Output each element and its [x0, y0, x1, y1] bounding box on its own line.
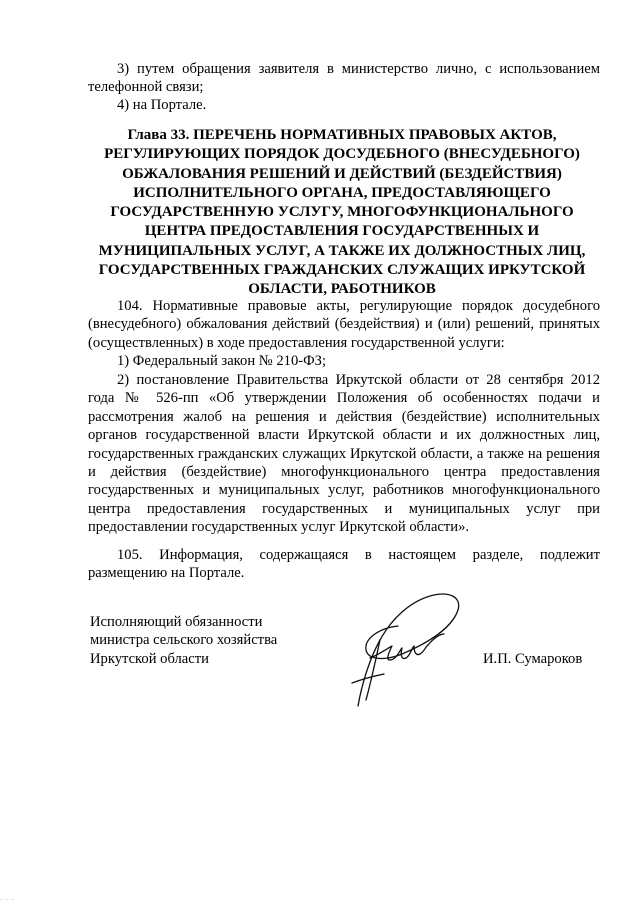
- section-105-text: 105. Информация, содержащаяся в настоящем разделе, подлежит размещению на Портале.: [88, 547, 600, 582]
- signatory-line-1: Исполняющий обязанности: [90, 614, 263, 630]
- scan-edge-mark: _ _ _: [0, 896, 15, 901]
- signatory-line-2: министра сельского хозяйства: [90, 632, 278, 649]
- section-104-intro: 104. Нормативные правовые акты, регулирующие порядок досудебного (внесудебного) обжалования действий (бездействия) и (или) решений, принятых (осуществленных) в ходе предоставления государственной услуги:: [88, 298, 600, 351]
- signatory-name: И.П. Сумароков: [483, 651, 583, 667]
- signatory-title: [90, 613, 277, 668]
- chapter-title: Глава 33. ПЕРЕЧЕНЬ НОРМАТИВНЫХ ПРАВОВЫХ АКТОВ, РЕГУЛИРУЮЩИХ ПОРЯДОК ДОСУДЕБНОГО (ВНЕСУДЕБНОГО) ОБЖАЛОВАНИЯ РЕШЕНИЙ И ДЕЙСТВИЙ (БЕЗДЕЙСТВИЯ) ИСПОЛНИТЕЛЬНОГО ОРГАНА, ПРЕДОСТАВЛЯЮЩЕГО ГОСУДАРСТВЕННУЮ УСЛУГУ, МНОГОФУНКЦИОНАЛЬНОГО ЦЕНТРА ПРЕДОСТАВЛЕНИЯ ГОСУДАРСТВЕННЫХ И МУНИЦИПАЛЬНЫХ УСЛУГ, А ТАКЖЕ ИХ ДОЛЖНОСТНЫХ ЛИЦ, ГОСУДАРСТВЕННЫХ ГРАЖДАНСКИХ СЛУЖАЩИХ ИРКУТСКОЙ ОБЛАСТИ, РАБОТНИКОВ: [98, 127, 586, 298]
- handwritten-signature-icon: [340, 588, 490, 713]
- signatory-line-3: Иркутской области: [90, 650, 209, 667]
- section-104-item-1: 1) Федеральный закон № 210-ФЗ;: [117, 353, 327, 369]
- item-4-text: 4) на Портале.: [117, 97, 207, 113]
- section-104-item-2: 2) постановление Правительства Иркутской области от 28 сентября 2012 года № 526-пп «Об утверждении Положения об особенностях подачи и рассмотрения жалоб на решения и действия (бездействие) исполнительных органов государственной власти Иркутской области и их должностных лиц, государственных гражданских служащих Иркутской области, а также на решения и действия (бездействие) многофункционального центра предоставления государственных и муниципальных услуг, работников многофункционального центра предоставления государственных и муниципальных услуг при предоставлении государственных услуг Иркутской области».: [88, 372, 600, 536]
- item-3-text: 3) путем обращения заявителя в министерство лично, с использованием телефонной связи;: [88, 61, 600, 96]
